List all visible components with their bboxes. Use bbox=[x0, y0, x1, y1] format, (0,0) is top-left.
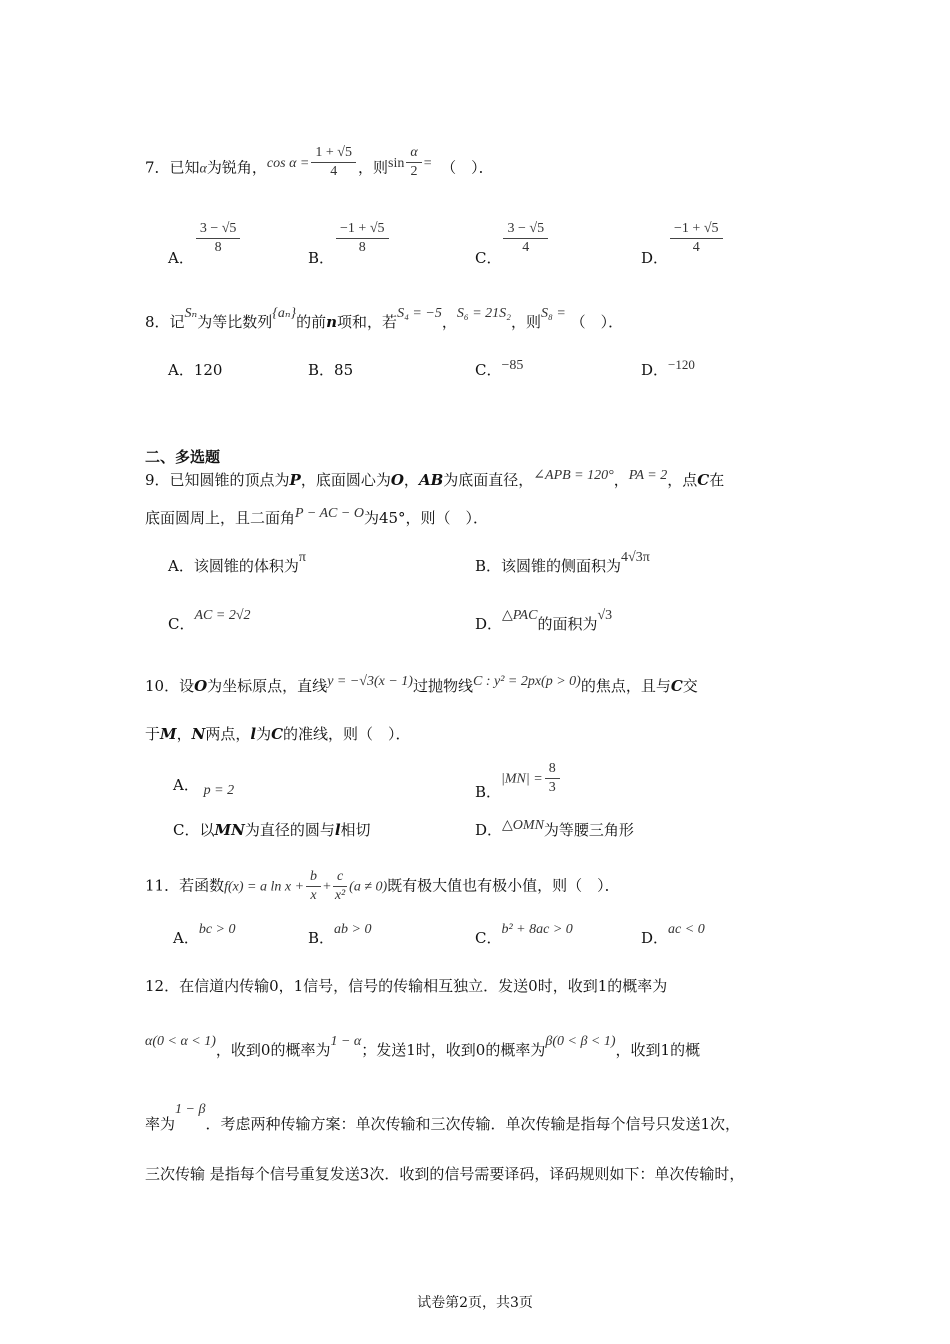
q11-option-d[interactable]: D．ac < 0 bbox=[641, 922, 705, 947]
q8-cond1: S₄ = −5 bbox=[397, 306, 442, 321]
q9-stem-line1: 9．已知圆锥的顶点为P，底面圆心为O，AB为底面直径，∠APB = 120°，PA = 2，点C在 bbox=[145, 468, 725, 489]
q12-line3: 率为1 − β．考虑两种传输方案：单次传输和三次传输．单次传输是指每个信号只发送1次， bbox=[145, 1102, 740, 1133]
q10-option-a[interactable]: A． p = 2 bbox=[173, 776, 235, 798]
q7-sin-lhs: sin bbox=[388, 155, 405, 171]
page-footer: 试卷第2页，共3页 bbox=[417, 1295, 533, 1311]
q8-option-c[interactable]: C．−85 bbox=[475, 358, 524, 379]
q8-stem: 8．记Sₙ为等比数列{aₙ}的前n项和，若S₄ = −5，S₆ = 21S₂，则S₈ = （ ）． bbox=[145, 306, 624, 331]
q9-option-b[interactable]: B．该圆锥的侧面积为4√3π bbox=[475, 550, 650, 575]
q8-option-a[interactable]: A．120 bbox=[168, 361, 223, 379]
q9-option-d[interactable]: D．△PAC的面积为√3 bbox=[475, 608, 613, 633]
q10-stem-line2: 于M，N两点，l为C的准线，则（ ）． bbox=[145, 725, 411, 743]
q9-option-c[interactable]: C．AC = 2√2 bbox=[168, 608, 251, 633]
q7-option-c-fraction: $\frac{3 - √5}{4}$ bbox=[503, 220, 548, 257]
q7-option-a-fraction: $\frac{3 - √5}{8}$ bbox=[196, 220, 241, 257]
q7-option-b-fraction: $\frac{-1 + √5}{8}$ bbox=[336, 220, 388, 257]
q9-stem-line2: 底面圆周上，且二面角P − AC − O为45°，则（ ）． bbox=[145, 506, 489, 527]
q7-option-c[interactable]: C． $\frac{3 - √5}{4}$ bbox=[475, 220, 550, 257]
q7-option-d[interactable]: D． $\frac{-1 + √5}{4}$ bbox=[641, 220, 725, 257]
q7-sin-fraction: $\frac{\alpha}{2}$ bbox=[406, 144, 421, 181]
q11-fraction-b: $\frac{b}{x}$ bbox=[306, 868, 321, 905]
q8-an: {aₙ} bbox=[272, 306, 297, 321]
q11-function: f(x) = a ln x + bbox=[224, 879, 305, 895]
q12-line4: 三次传输 是指每个信号重复发送3次．收到的信号需要译码，译码规则如下：单次传输时， bbox=[145, 1165, 745, 1183]
q8-option-d[interactable]: D．−120 bbox=[641, 357, 695, 379]
q11-option-c[interactable]: C．b² + 8ac > 0 bbox=[475, 922, 573, 947]
q9-pa: PA = 2 bbox=[628, 468, 668, 483]
q12-line2: α(0 < α < 1)，收到0的概率为1 − α；发送1时，收到0的概率为β(0 < β < 1)，收到1的概 bbox=[145, 1034, 701, 1059]
q11-stem: 11．若函数f(x) = a ln x + $\frac{b}{x}$ + $\frac{c}{\text{x²}}$ (a ≠ 0)既有极大值也有极小值，则（ ）． bbox=[145, 869, 620, 903]
q11-fraction-c: $\frac{c}{\text{x²}}$ bbox=[334, 869, 346, 903]
q10-line-equation: y = −√3(x − 1) bbox=[327, 674, 413, 689]
q12-beta-condition: β(0 < β < 1) bbox=[545, 1034, 616, 1049]
q10-option-b-fraction: $\frac{8}{3}$ bbox=[545, 760, 560, 797]
q7-cos-lhs: cos α = bbox=[266, 155, 310, 171]
q10-option-b[interactable]: B．|MN| = $\frac{8}{3}$ bbox=[475, 760, 562, 797]
q7-option-b[interactable]: B． $\frac{-1 + √5}{8}$ bbox=[308, 220, 391, 257]
q9-angle: ∠APB = 120° bbox=[533, 468, 614, 483]
q7-cos-fraction: $\frac{1 + √5}{4}$ bbox=[311, 144, 356, 181]
q12-one-minus-alpha: 1 − α bbox=[330, 1034, 362, 1049]
q8-option-b[interactable]: B．85 bbox=[308, 361, 354, 379]
q7-option-d-fraction: $\frac{-1 + √5}{4}$ bbox=[670, 220, 722, 257]
q10-option-d[interactable]: D．△OMN为等腰三角形 bbox=[475, 818, 634, 839]
q10-parabola-equation: C : y² = 2px(p > 0) bbox=[472, 674, 581, 689]
q8-s8: S₈ = bbox=[541, 306, 566, 321]
q10-option-c[interactable]: C．以MN为直径的圆与l相切 bbox=[173, 821, 371, 839]
q9-dihedral: P − AC − O bbox=[295, 506, 364, 521]
q12-alpha-condition: α(0 < α < 1) bbox=[145, 1034, 216, 1049]
q7-stem: 7．已知α为锐角，cos α = $\frac{1 + √5}{4}$ ，则sin $\frac{\alpha}{2}$ = （ ）． bbox=[145, 145, 494, 179]
q8-sn: Sₙ bbox=[184, 306, 198, 321]
q11-option-b[interactable]: B．ab > 0 bbox=[308, 922, 372, 947]
section-title-multiple-choice: 二、多选题 bbox=[145, 448, 221, 466]
q9-option-a[interactable]: A．该圆锥的体积为π bbox=[168, 550, 306, 575]
q7-alpha: α bbox=[199, 161, 207, 177]
q11-option-a[interactable]: A．bc > 0 bbox=[173, 922, 236, 947]
q10-stem-line1: 10．设O为坐标原点，直线y = −√3(x − 1)过抛物线C : y² = 2px(p > 0)的焦点，且与C交 bbox=[145, 674, 698, 695]
q8-cond2: S₆ = 21S₂ bbox=[456, 306, 512, 321]
q12-one-minus-beta: 1 − β bbox=[175, 1102, 206, 1117]
q7-option-a[interactable]: A． $\frac{3 - √5}{8}$ bbox=[168, 220, 242, 257]
q12-line1: 12．在信道内传输0，1信号，信号的传输相互独立．发送0时，收到1的概率为 bbox=[145, 977, 668, 995]
